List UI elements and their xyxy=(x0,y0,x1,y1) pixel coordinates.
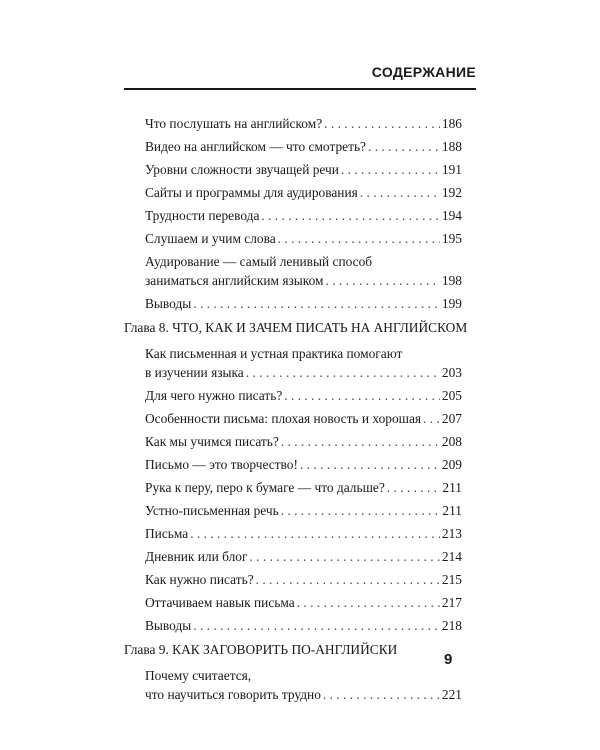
toc-entry[interactable] xyxy=(124,294,462,313)
toc-entry-title: Слушаем и учим слова xyxy=(145,231,276,246)
toc-entry-page: 198 xyxy=(441,273,462,288)
dot-leader xyxy=(284,386,440,405)
toc-entry-page: 214 xyxy=(441,549,462,564)
toc-entry-row xyxy=(145,409,462,428)
toc-entry[interactable] xyxy=(124,409,462,428)
toc-entry-title: Письма xyxy=(145,526,189,541)
toc-entry-page: 192 xyxy=(441,185,462,200)
toc-entry-row xyxy=(145,206,462,225)
chapter-heading: Глава 8. ЧТО, КАК И ЗАЧЕМ ПИСАТЬ НА АНГЛИЙСКОМ xyxy=(124,320,468,335)
toc-entry-row xyxy=(145,570,462,589)
toc-entry[interactable] xyxy=(124,160,462,179)
toc-entry-page: 211 xyxy=(442,503,462,518)
dot-leader xyxy=(249,547,439,566)
toc-entry[interactable] xyxy=(124,206,462,225)
toc-entry-title: Видео на английском — что смотреть? xyxy=(145,139,367,154)
toc-entry-row xyxy=(145,685,462,704)
dot-leader xyxy=(341,160,440,179)
toc-entry-page: 188 xyxy=(441,139,462,154)
dot-leader xyxy=(360,183,440,202)
toc-entry[interactable] xyxy=(124,137,462,156)
toc-entry-title: Что послушать на английском? xyxy=(145,116,323,131)
toc-entry-page: 208 xyxy=(441,434,462,449)
toc-entry-page: 195 xyxy=(441,231,462,246)
toc-entry-title: Выводы xyxy=(145,296,192,311)
toc-entry-row xyxy=(145,547,462,566)
toc-entry-row xyxy=(145,363,462,382)
toc-entry-page: 194 xyxy=(441,208,462,223)
dot-leader xyxy=(190,524,440,543)
toc-entry[interactable] xyxy=(124,114,462,133)
dot-leader xyxy=(281,432,440,451)
toc-entry[interactable] xyxy=(124,432,462,451)
toc-entry-row xyxy=(145,593,462,612)
toc-entry[interactable] xyxy=(124,455,462,474)
toc-entry[interactable] xyxy=(124,593,462,612)
dot-leader xyxy=(261,206,440,225)
toc-entry-title: Рука к перу, перо к бумаге — что дальше? xyxy=(145,480,385,495)
toc-entry-row xyxy=(145,501,462,520)
toc-entry-title: Оттачиваем навык письма xyxy=(145,595,295,610)
toc-entry-row xyxy=(145,294,462,313)
toc-entry-page: 218 xyxy=(441,618,462,633)
dot-leader xyxy=(423,409,440,428)
toc-entry-page: 191 xyxy=(441,162,462,177)
dot-leader xyxy=(323,685,440,704)
page-number: 9 xyxy=(444,651,453,668)
toc-entry[interactable] xyxy=(124,478,462,497)
toc-entry[interactable] xyxy=(124,524,462,543)
toc-entry-page: 213 xyxy=(441,526,462,541)
toc-entry[interactable] xyxy=(124,501,462,520)
toc-entry-page: 211 xyxy=(442,480,462,495)
dot-leader xyxy=(256,570,440,589)
toc-entry-page: 217 xyxy=(441,595,462,610)
toc-entry[interactable] xyxy=(124,386,462,405)
toc-entry[interactable] xyxy=(124,344,462,382)
dot-leader xyxy=(387,478,441,497)
toc-entry-row xyxy=(145,524,462,543)
toc-entry-row xyxy=(145,616,462,635)
toc-entry-title: Особенности письма: плохая новость и хорошая xyxy=(145,411,422,426)
toc-entry-title: Устно-письменная речь xyxy=(145,503,279,518)
toc-entry-page: 207 xyxy=(441,411,462,426)
dot-leader xyxy=(297,593,440,612)
toc-entry-page: 186 xyxy=(441,116,462,131)
running-header xyxy=(124,60,476,90)
toc-entry-row xyxy=(145,271,462,290)
dot-leader xyxy=(193,294,440,313)
table-of-contents xyxy=(124,114,468,708)
toc-entry-title: Выводы xyxy=(145,618,192,633)
chapter-heading: Глава 9. КАК ЗАГОВОРИТЬ ПО-АНГЛИЙСКИ xyxy=(124,642,398,657)
dot-leader xyxy=(278,229,440,248)
toc-entry-row xyxy=(145,455,462,474)
toc-entry-page: 199 xyxy=(441,296,462,311)
toc-entry-title: Письмо — это творчество! xyxy=(145,457,298,472)
toc-entry-row xyxy=(145,183,462,202)
toc-entry[interactable] xyxy=(124,666,462,704)
dot-leader xyxy=(246,363,440,382)
toc-entry-row xyxy=(145,478,462,497)
dot-leader xyxy=(193,616,440,635)
toc-entry-title: Уровни сложности звучащей речи xyxy=(145,162,339,177)
toc-entry-page: 221 xyxy=(441,687,462,702)
dot-leader xyxy=(300,455,440,474)
toc-entry[interactable] xyxy=(124,570,462,589)
dot-leader xyxy=(324,114,440,133)
toc-entry[interactable] xyxy=(124,616,462,635)
toc-entry-title: заниматься английским языком xyxy=(145,273,324,288)
dot-leader xyxy=(281,501,441,520)
dot-leader xyxy=(326,271,440,290)
toc-entry-row xyxy=(145,229,462,248)
toc-entry-title-line: Почему считается, xyxy=(145,668,252,683)
toc-entry-row xyxy=(145,160,462,179)
toc-entry-title-line: Как письменная и устная практика помогают xyxy=(145,346,403,361)
toc-entry[interactable] xyxy=(124,183,462,202)
toc-entry-title: Сайты и программы для аудирования xyxy=(145,185,358,200)
toc-entry-title-line: Аудирование — самый ленивый способ xyxy=(145,254,373,269)
toc-entry-row xyxy=(145,386,462,405)
toc-entry-title: Для чего нужно писать? xyxy=(145,388,283,403)
toc-entry-row xyxy=(145,432,462,451)
toc-entry-title: Как нужно писать? xyxy=(145,572,254,587)
toc-entry-title: в изучении языка xyxy=(145,365,244,380)
toc-entry-title: Трудности перевода xyxy=(145,208,260,223)
toc-entry-page: 205 xyxy=(441,388,462,403)
toc-entry-title: Дневник или блог xyxy=(145,549,248,564)
toc-entry-page: 209 xyxy=(441,457,462,472)
toc-entry-page: 215 xyxy=(441,572,462,587)
toc-entry[interactable] xyxy=(124,229,462,248)
running-header-title: СОДЕРЖАНИЕ xyxy=(371,64,476,80)
toc-entry-title: что научиться говорить трудно xyxy=(145,687,321,702)
toc-entry-title: Как мы учимся писать? xyxy=(145,434,279,449)
toc-entry-row xyxy=(145,114,462,133)
toc-entry-page: 203 xyxy=(441,365,462,380)
toc-entry-row xyxy=(145,137,462,156)
dot-leader xyxy=(368,137,440,156)
toc-entry[interactable] xyxy=(124,547,462,566)
toc-entry[interactable] xyxy=(124,252,462,290)
